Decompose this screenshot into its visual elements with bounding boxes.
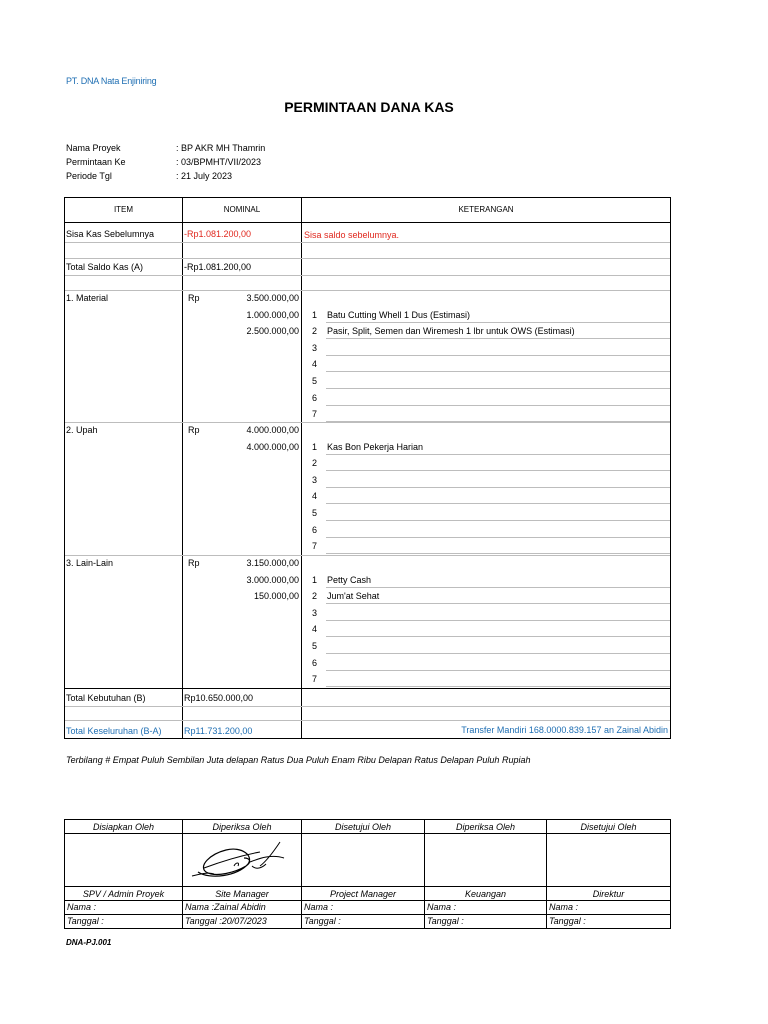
line-number: 6 bbox=[312, 392, 318, 403]
sig-tanggal-4: Tanggal : bbox=[427, 916, 464, 926]
total-saldo-label: Total Saldo Kas (A) bbox=[66, 262, 144, 272]
total-kebutuhan-label: Total Kebutuhan (B) bbox=[66, 693, 146, 703]
sig-header-4: Diperiksa Oleh bbox=[455, 822, 516, 832]
group-amount: 1.000.000,00 bbox=[246, 309, 299, 320]
line-number: 7 bbox=[312, 541, 318, 552]
group-label: 1. Material bbox=[66, 293, 109, 303]
line-number: 3 bbox=[312, 474, 318, 485]
line-number: 4 bbox=[312, 491, 318, 502]
sig-header-1: Disiapkan Oleh bbox=[92, 822, 155, 832]
total-saldo-value: -Rp1.081.200,00 bbox=[184, 262, 252, 272]
info-label-proyek: Nama Proyek bbox=[66, 143, 121, 153]
line-number: 3 bbox=[312, 607, 318, 618]
sisa-kas-label: Sisa Kas Sebelumnya bbox=[66, 229, 155, 239]
line-description: Kas Bon Pekerja Harian bbox=[327, 441, 424, 452]
total-keseluruhan-label: Total Keseluruhan (B-A) bbox=[66, 726, 162, 736]
group-total: 3.500.000,00 bbox=[246, 293, 299, 303]
line-number: 7 bbox=[312, 409, 318, 420]
sig-role-2: Site Manager bbox=[215, 889, 269, 899]
info-value-permintaan: : 03/BPMHT/VII/2023 bbox=[176, 157, 262, 167]
document-code: DNA-PJ.001 bbox=[66, 938, 112, 947]
group-currency: Rp bbox=[188, 425, 200, 435]
line-number: 1 bbox=[312, 441, 318, 452]
group-amount: 2.500.000,00 bbox=[246, 326, 299, 337]
info-value-periode: : 21 July 2023 bbox=[176, 171, 233, 181]
group-total: 4.000.000,00 bbox=[246, 425, 299, 435]
header-nominal: NOMINAL bbox=[223, 205, 261, 214]
group-label: 2. Upah bbox=[66, 425, 98, 435]
info-label-periode: Periode Tgl bbox=[66, 171, 112, 181]
group-currency: Rp bbox=[188, 293, 200, 303]
line-number: 2 bbox=[312, 458, 318, 469]
sig-tanggal-2: Tanggal :20/07/2023 bbox=[185, 916, 267, 926]
group-amount: 4.000.000,00 bbox=[246, 441, 299, 452]
sisa-kas-note: Sisa saldo sebelumnya. bbox=[304, 230, 400, 240]
line-description: Petty Cash bbox=[327, 574, 372, 585]
line-description: Jum'at Sehat bbox=[327, 591, 380, 602]
sig-tanggal-1: Tanggal : bbox=[67, 916, 104, 926]
line-number: 6 bbox=[312, 524, 318, 535]
group-amount: 3.000.000,00 bbox=[246, 574, 299, 585]
line-number: 2 bbox=[312, 326, 318, 337]
company-name: PT. DNA Nata Enjiniring bbox=[66, 76, 157, 86]
signature-mark bbox=[190, 836, 290, 884]
sig-header-5: Disetujui Oleh bbox=[580, 822, 637, 832]
line-number: 1 bbox=[312, 574, 318, 585]
group-currency: Rp bbox=[188, 558, 200, 568]
sig-role-1: SPV / Admin Proyek bbox=[82, 889, 165, 899]
sig-nama-5: Nama : bbox=[549, 902, 579, 912]
header-item: ITEM bbox=[113, 205, 134, 214]
sig-tanggal-5: Tanggal : bbox=[549, 916, 586, 926]
sig-role-4: Keuangan bbox=[464, 889, 507, 899]
sig-nama-2: Nama :Zainal Abidin bbox=[185, 902, 266, 912]
group-total: 3.150.000,00 bbox=[246, 558, 299, 568]
line-number: 3 bbox=[312, 342, 318, 353]
sig-nama-4: Nama : bbox=[427, 902, 457, 912]
total-kebutuhan-value: Rp10.650.000,00 bbox=[184, 693, 254, 703]
line-description: Pasir, Split, Semen dan Wiremesh 1 lbr untuk OWS (Estimasi) bbox=[327, 326, 575, 337]
line-description: Batu Cutting Whell 1 Dus (Estimasi) bbox=[327, 309, 471, 320]
info-label-permintaan: Permintaan Ke bbox=[66, 157, 126, 167]
sig-role-5: Direktur bbox=[592, 889, 625, 899]
line-number: 4 bbox=[312, 624, 318, 635]
info-value-proyek: : BP AKR MH Thamrin bbox=[176, 143, 266, 153]
total-keseluruhan-value: Rp11.731.200,00 bbox=[184, 726, 253, 736]
line-number: 5 bbox=[312, 641, 318, 651]
transfer-note: Transfer Mandiri 168.0000.839.157 an Zainal Abidin bbox=[461, 725, 668, 735]
sig-header-2: Diperiksa Oleh bbox=[212, 822, 272, 832]
group-label: 3. Lain-Lain bbox=[66, 558, 114, 568]
line-number: 1 bbox=[312, 309, 318, 320]
sig-tanggal-3: Tanggal : bbox=[304, 916, 341, 926]
sig-nama-1: Nama : bbox=[67, 902, 97, 912]
page-title: PERMINTAAN DANA KAS bbox=[284, 99, 454, 115]
header-keterangan: KETERANGAN bbox=[458, 205, 514, 214]
amount-in-words: Terbilang # Empat Puluh Sembilan Juta delapan Ratus Dua Puluh Enam Ribu Delapan Ratus Delapan Puluh Rupiah bbox=[66, 755, 531, 765]
line-number: 5 bbox=[312, 376, 318, 386]
group-amount: 150.000,00 bbox=[253, 591, 299, 602]
sisa-kas-value: -Rp1.081.200,00 bbox=[184, 229, 252, 239]
sig-header-3: Disetujui Oleh bbox=[334, 822, 392, 832]
line-number: 7 bbox=[312, 674, 318, 685]
line-number: 2 bbox=[312, 591, 318, 602]
sig-role-3: Project Manager bbox=[329, 889, 397, 899]
line-number: 4 bbox=[312, 359, 318, 370]
line-number: 6 bbox=[312, 657, 318, 668]
line-number: 5 bbox=[312, 508, 318, 518]
sig-nama-3: Nama : bbox=[304, 902, 334, 912]
